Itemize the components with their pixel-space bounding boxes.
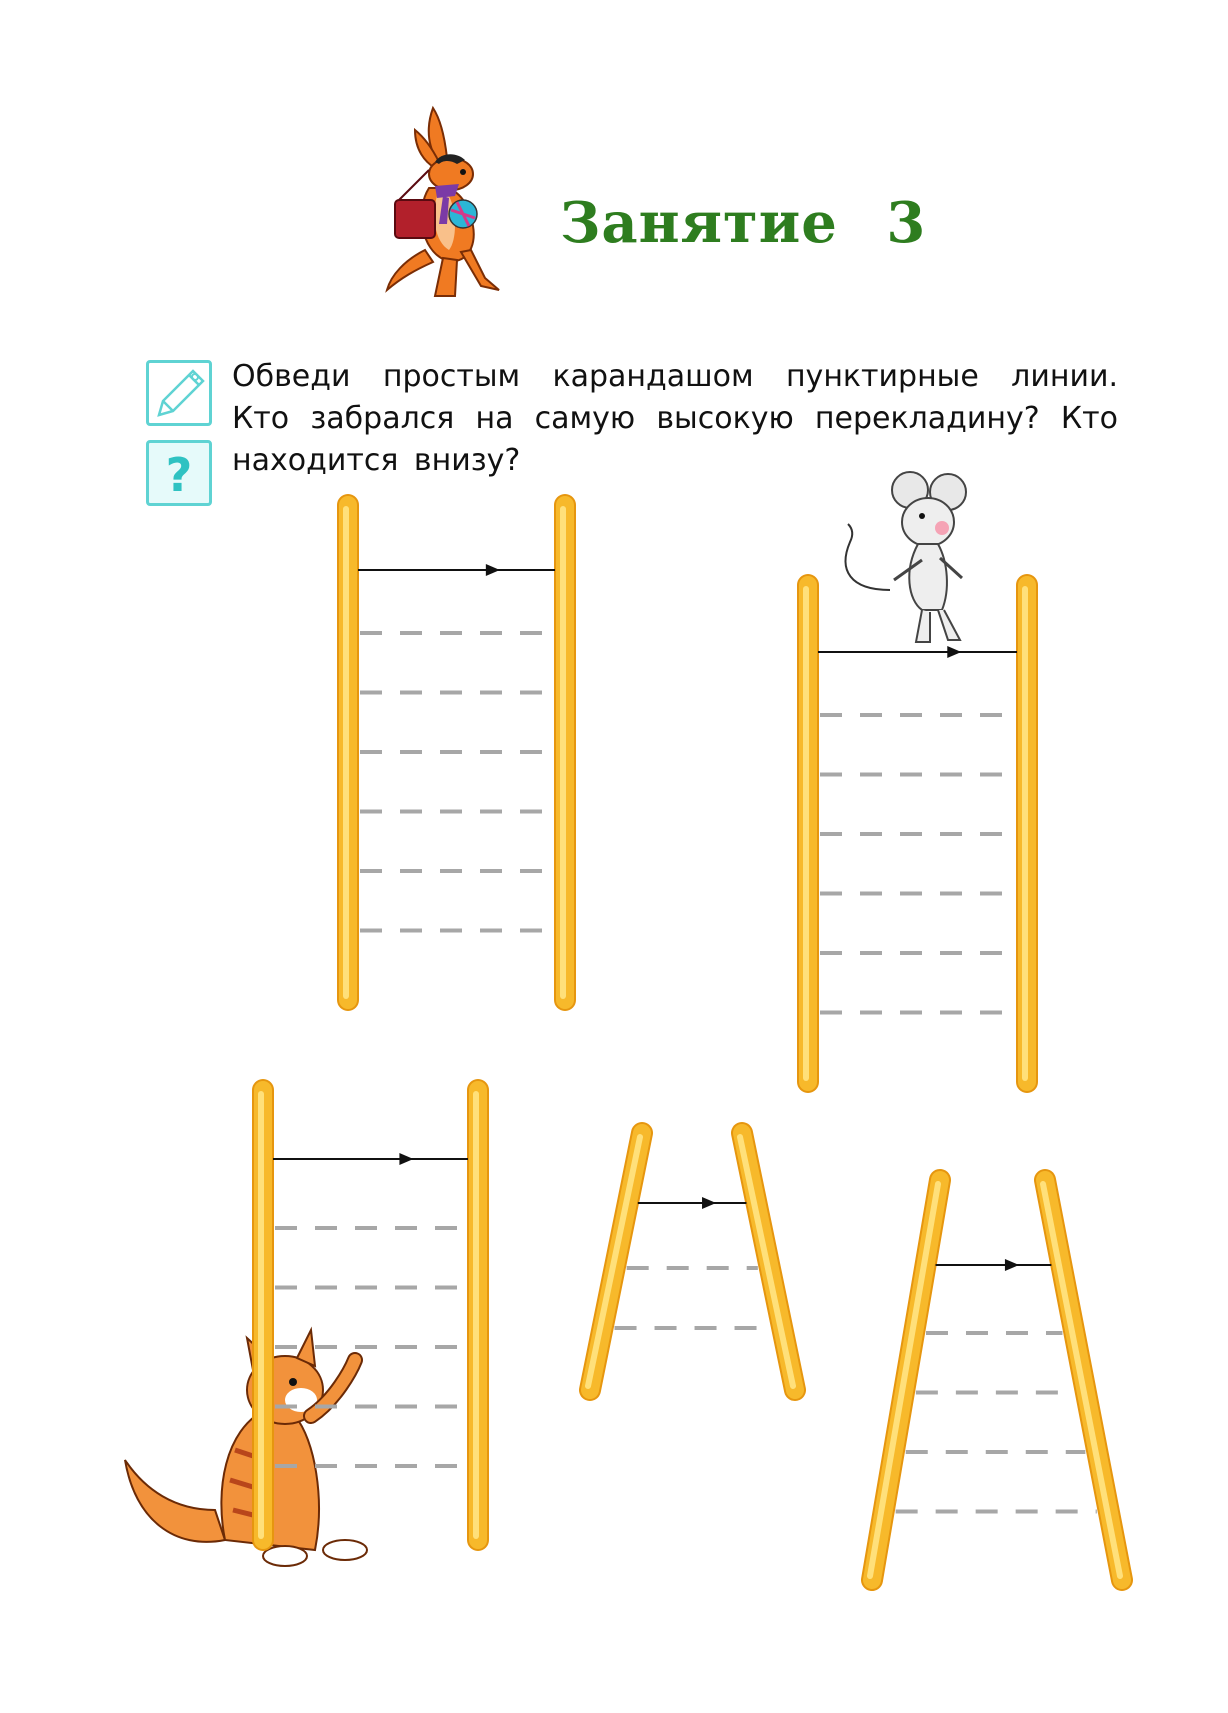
ladder-2 bbox=[806, 585, 1027, 1082]
ladder-3 bbox=[261, 1090, 478, 1540]
ladder-1 bbox=[346, 505, 565, 1000]
arrow-icon bbox=[1005, 1259, 1019, 1271]
ladder-5 bbox=[870, 1180, 1122, 1580]
right-rail-highlight bbox=[1043, 1184, 1120, 1576]
arrow-icon bbox=[399, 1153, 413, 1165]
ladder-4 bbox=[588, 1133, 795, 1390]
arrow-icon bbox=[947, 646, 961, 658]
page-title: Занятие 3 bbox=[560, 190, 927, 256]
arrow-icon bbox=[702, 1197, 716, 1209]
instruction-text: Обведи простым карандашом пунктирные линии. Кто забрался на самую высокую перекладину? Кто находится внизу? bbox=[232, 359, 1118, 478]
left-rail-highlight bbox=[588, 1137, 640, 1386]
svg-text:?: ? bbox=[165, 448, 193, 502]
left-rail-highlight bbox=[870, 1184, 938, 1576]
arrow-icon bbox=[486, 564, 500, 576]
right-rail-highlight bbox=[740, 1137, 793, 1386]
